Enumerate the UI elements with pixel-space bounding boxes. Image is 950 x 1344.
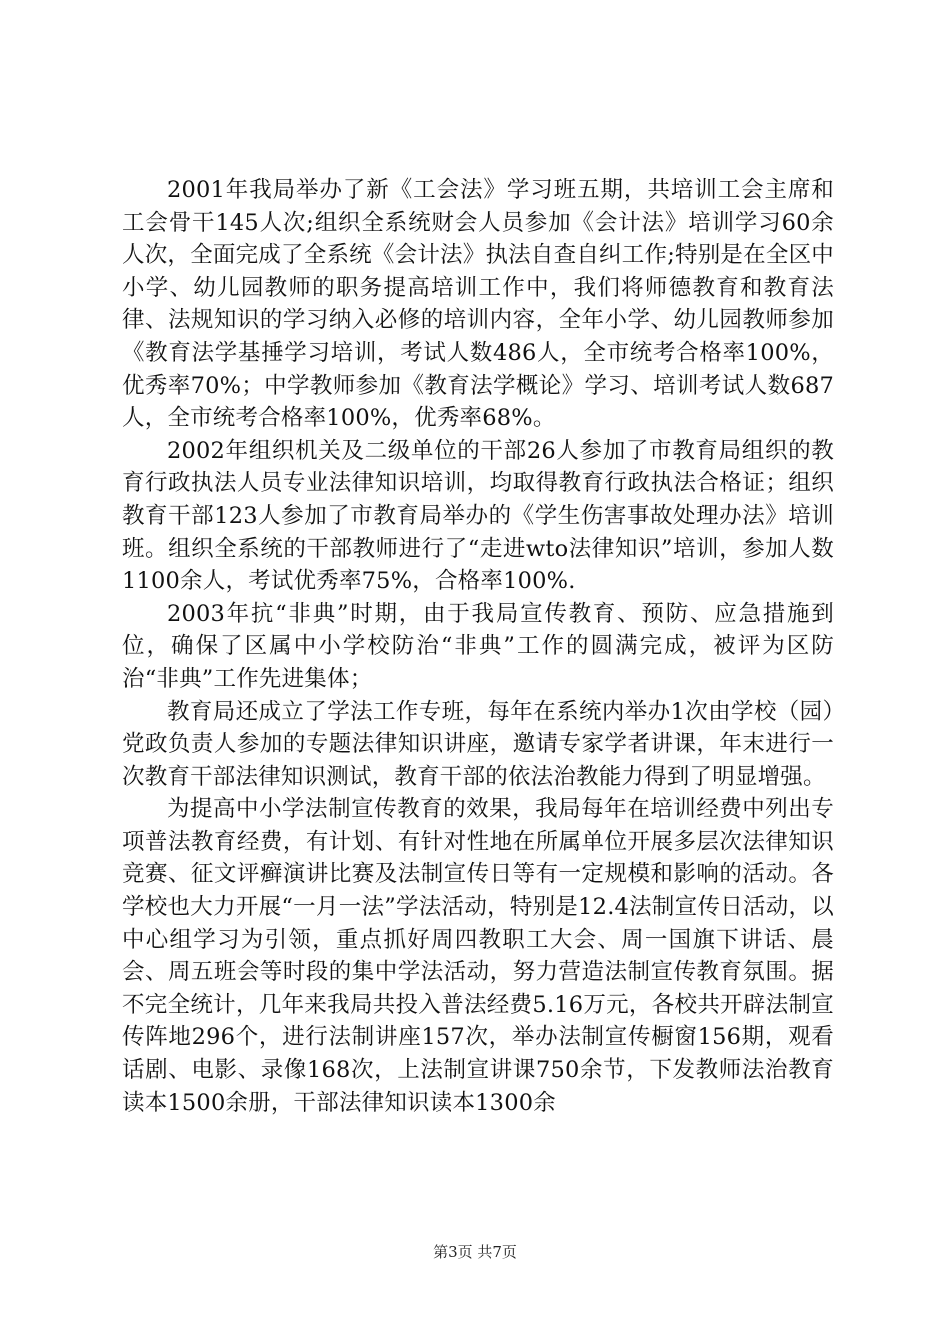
paragraph-law-study-group: 教育局还成立了学法工作专班，每年在系统内举办1次由学校（园）党政负责人参加的专题法律知识讲座，邀请专家学者讲课，年末进行一次教育干部法律知识测试，教育干部的依法治教能力得到了明显增强。 — [122, 698, 834, 790]
page-number-footer: 第3页 共7页 — [433, 1243, 517, 1261]
paragraph-2002-training: 2002年组织机关及二级单位的干部26人参加了市教育局组织的教育行政执法人员专业法律知识培训，均取得教育行政执法合格证；组织教育干部123人参加了市教育局举办的《学生伤害事故处理办法》培训班。组织全系统的干部教师进行了“走进wto法律知识”培训，参加人数1100余人，考试优秀率75%，合格率100%. — [122, 437, 834, 595]
paragraph-2001-training: 2001年我局举办了新《工会法》学习班五期，共培训工会主席和工会骨干145人次;组织全系统财会人员参加《会计法》培训学习60余人次，全面完成了全系统《会计法》执法自查自纠工作;特别是在全区中小学、幼儿园教师的职务提高培训工作中，我们将师德教育和教育法律、法规知识的学习纳入必修的培训内容，全年小学、幼儿园教师参加《教育法学基捶学习培训，考试人数486人，全市统考合格率100%，优秀率70%；中学教师参加《教育法学概论》学习、培训考试人数687人，全市统考合格率100%，优秀率68%。 — [122, 177, 834, 432]
paragraph-2003-sars: 2003年抗“非典”时期，由于我局宣传教育、预防、应急措施到位，确保了区属中小学校防治“非典”工作的圆满完成，被评为区防治“非典”工作先进集体； — [122, 600, 834, 692]
paragraph-legal-publicity: 为提高中小学法制宣传教育的效果，我局每年在培训经费中列出专项普法教育经费，有计划、有针对性地在所属单位开展多层次法律知识竞赛、征文评癣演讲比赛及法制宣传日等有一定规模和影响的活动。各学校也大力开展“一月一法”学法活动，特别是12.4法制宣传日活动，以中心组学习为引领，重点抓好周四教职工大会、周一国旗下讲话、晨会、周五班会等时段的集中学法活动，努力营造法制宣传教育氛围。据不完全统计，几年来我局共投入普法经费5.16万元，各校共开辟法制宣传阵地296个，进行法制讲座157次，举办法制宣传橱窗156期，观看话剧、电影、录像168次，上法制宣讲课750余节，下发教师法治教育读本1500余册，干部法律知识读本1300余 — [122, 796, 834, 1116]
document-body — [122, 174, 834, 1119]
